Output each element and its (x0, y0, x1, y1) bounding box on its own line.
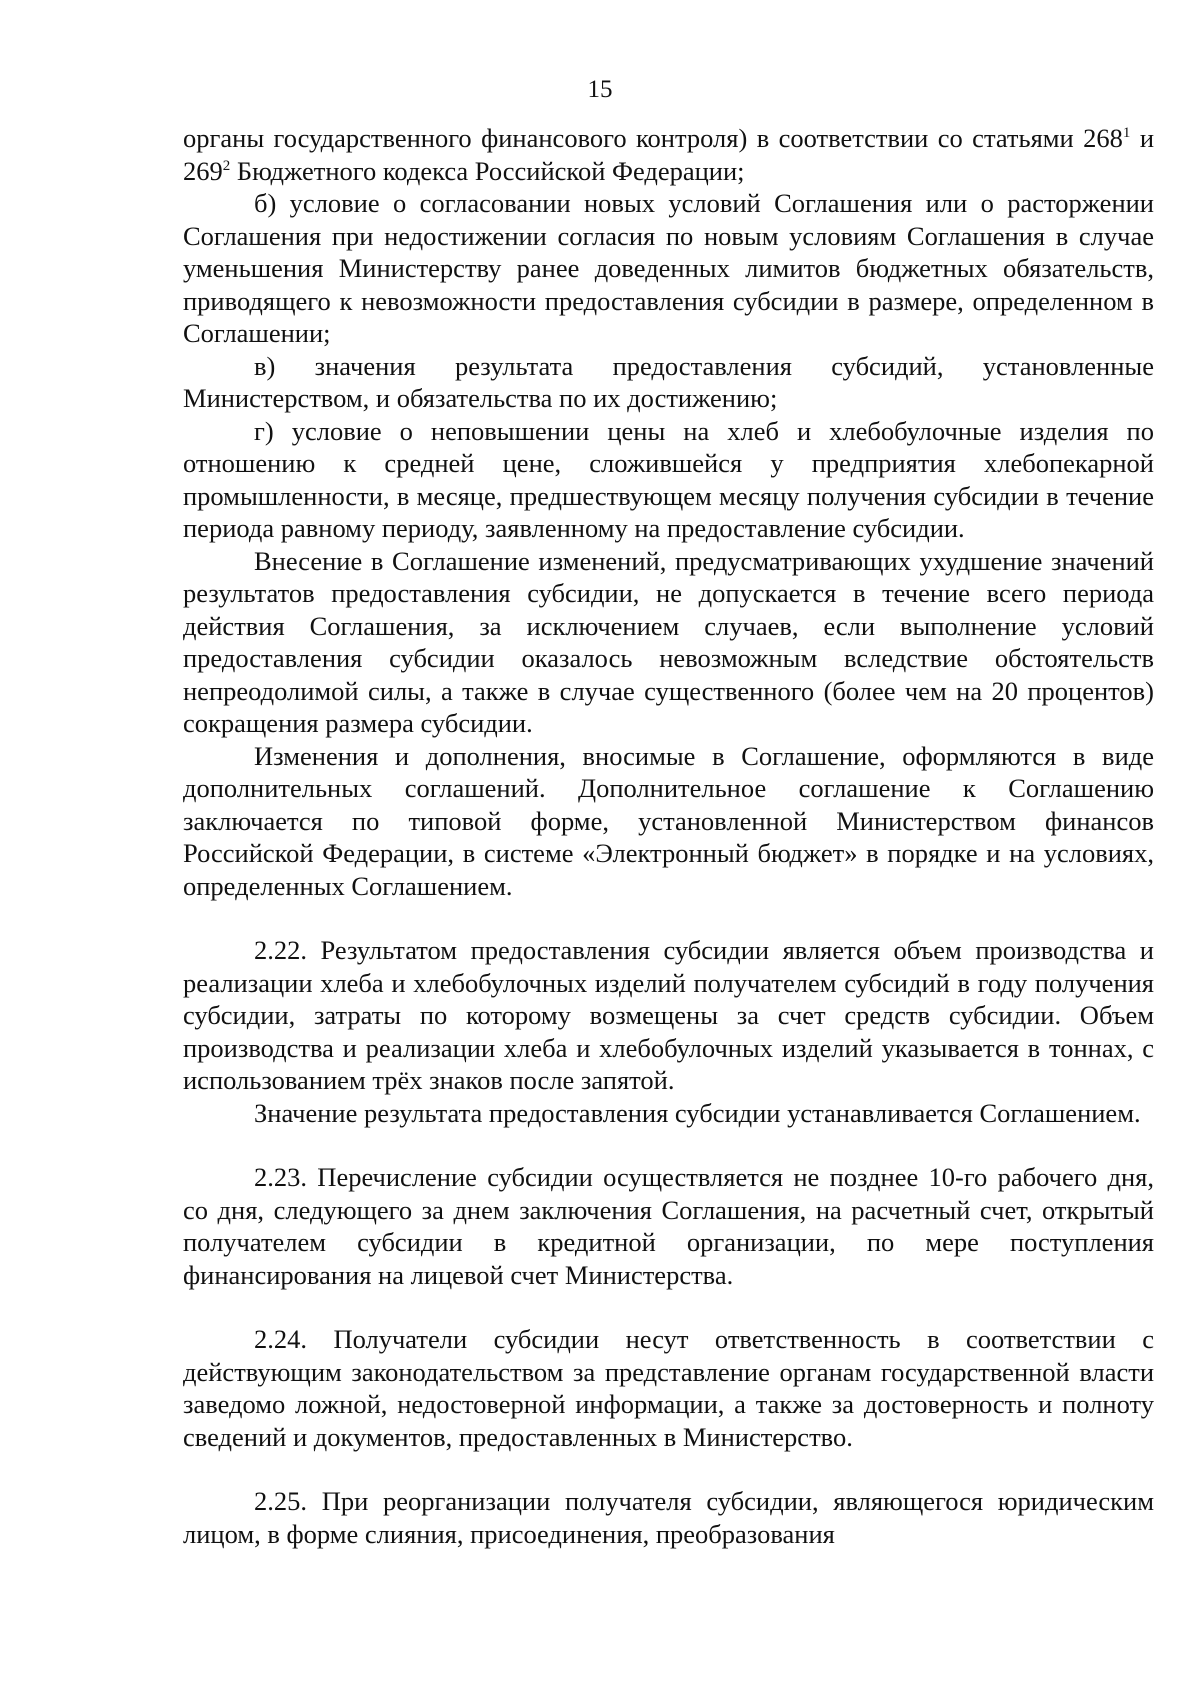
text-run: Бюджетного кодекса Российской Федерации; (230, 155, 745, 186)
section-2-23: 2.23. Перечисление субсидии осуществляется не позднее 10-го рабочего дня, со дня, следующего за днем заключения Соглашения, на расчетный счет, открытый получателем субсидии в кредитной организации, по мере поступления финансирования на лицевой счет Министерства. (183, 1162, 1154, 1290)
section-2-24: 2.24. Получатели субсидии несут ответственность в соответствии с действующим законодательством за представление органам государственной власти заведомо ложной, недостоверной информации, а также за достоверность и полноту сведений и документов, предоставленных в Министерство. (183, 1324, 1154, 1452)
paragraph-g: г) условие о неповышении цены на хлеб и хлебобулочные изделия по отношению к средней цене, сложившейся у предприятия хлебопекарной промышленности, в месяце, предшествующем месяцу получения субсидии в течение периода равному периоду, заявленному на предоставление субсидии. (183, 415, 1154, 543)
superscript: 2 (222, 157, 231, 174)
section-2-22: 2.22. Результатом предоставления субсидии является объем производства и реализации хлеба и хлебобулочных изделий получателем субсидий в году получения субсидии, затраты по которому возмещены за счет средств субсидии. Объем производства и реализации хлеба и хлебобулочных изделий указывается в тоннах, с использованием трёх знаков после запятой. (183, 935, 1154, 1095)
superscript: 1 (1122, 125, 1131, 142)
document-body (183, 122, 1154, 1550)
paragraph-changes: Внесение в Соглашение изменений, предусматривающих ухудшение значений результатов предоставления субсидии, не допускается в течение всего периода действия Соглашения, за исключением случаев, если выполнение условий предоставления субсидии оказалось невозможным вследствие обстоятельств непреодолимой силы, а также в случае существенного (более чем на 20 процентов) сокращения размера субсидии. (183, 545, 1154, 738)
text-run: органы государственного финансового контроля) в соответствии со статьями 268 (183, 123, 1123, 153)
paragraph-v: в) значения результата предоставления субсидий, установленные Министерством, и обязательства по их достижению; (183, 350, 1154, 413)
paragraph-b: б) условие о согласовании новых условий Соглашения или о расторжении Соглашения при недостижении согласия по новым условиям Соглашения в случае уменьшения Министерству ранее доведенных лимитов бюджетных обязательств, приводящего к невозможности предоставления субсидии в размере, определенном в Соглашении; (183, 188, 1154, 348)
text-run: и 269 (183, 123, 1154, 186)
section-2-22-result: Значение результата предоставления субсидии устанавливается Соглашением. (254, 1097, 1141, 1128)
continuation-paragraph (183, 122, 1154, 187)
section-2-25: 2.25. При реорганизации получателя субсидии, являющегося юридическим лицом, в форме слияния, присоединения, преобразования (183, 1486, 1154, 1549)
paragraph-additions: Изменения и дополнения, вносимые в Соглашение, оформляются в виде дополнительных соглашений. Дополнительное соглашение к Соглашению заключается по типовой форме, установленной Министерством финансов Российской Федерации, в системе «Электронный бюджет» в порядке и на условиях, определенных Соглашением. (183, 740, 1154, 901)
page-number: 15 (587, 76, 613, 103)
